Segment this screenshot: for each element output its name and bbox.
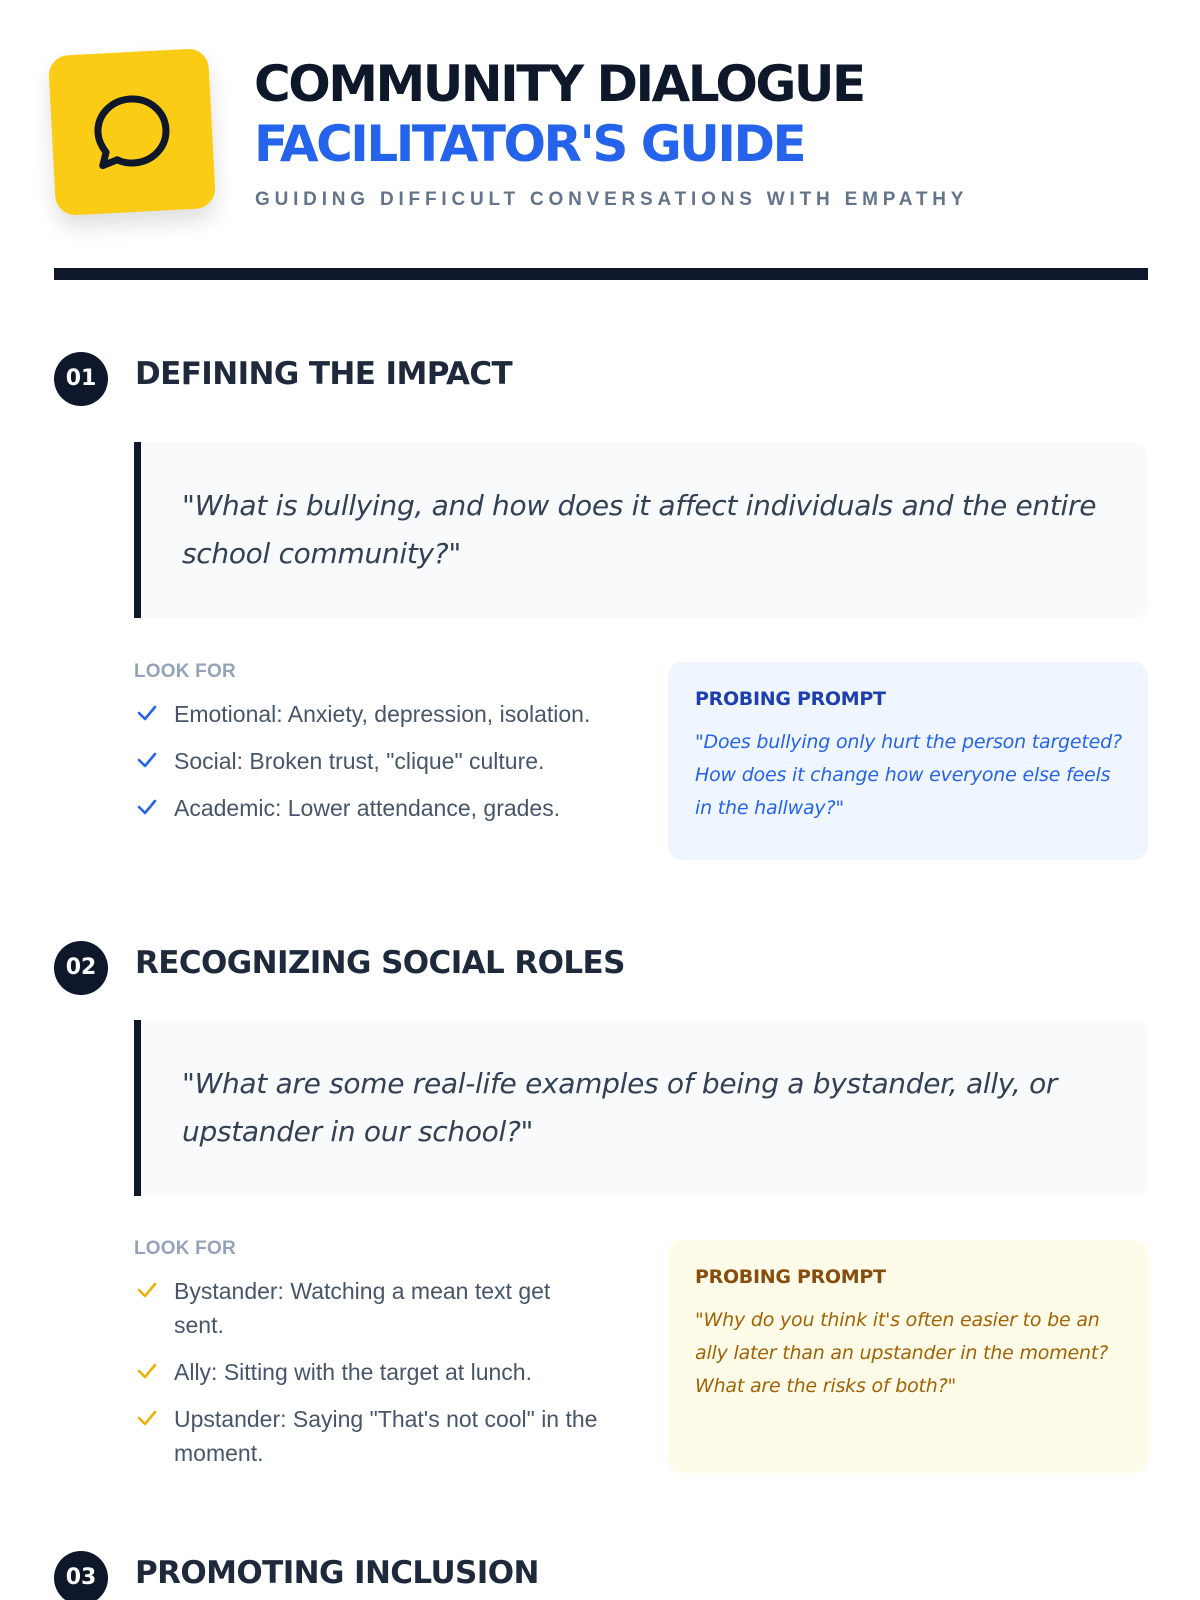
check-icon [136, 1276, 158, 1310]
check-icon [136, 699, 158, 733]
page-title [254, 54, 864, 174]
look-for-label: LOOK FOR [134, 661, 236, 682]
look-for-item-text: Academic: Lower attendance, grades. [174, 795, 561, 821]
check-icon [136, 1357, 158, 1391]
section-title: RECOGNIZING SOCIAL ROLES [135, 945, 625, 981]
discussion-question: "What is bullying, and how does it affect individuals and the entire school community?" [182, 489, 1097, 570]
look-for-item-text: Upstander: Saying "That's not cool" in the moment. [174, 1406, 598, 1466]
list-item [134, 791, 604, 825]
look-for-list [134, 1238, 604, 1483]
look-for-label: LOOK FOR [134, 1238, 236, 1259]
section-header-03 [54, 1551, 1154, 1600]
check-icon [136, 1404, 158, 1438]
section-number-badge: 03 [54, 1551, 108, 1600]
probing-prompt-text: "Does bullying only hurt the person targeted? How does it change how everyone else feels in the hallway?" [695, 731, 1122, 819]
logo-badge [48, 48, 216, 216]
section-header-01 [54, 352, 1154, 406]
look-for-item-text: Ally: Sitting with the target at lunch. [174, 1359, 532, 1385]
discussion-question-card [134, 1020, 1148, 1196]
discussion-question-card [134, 442, 1148, 618]
header-divider [54, 268, 1148, 280]
look-for-list [134, 661, 604, 838]
probing-prompt-card [668, 1240, 1148, 1473]
probing-prompt-card [668, 662, 1148, 860]
title-line-2: FACILITATOR'S GUIDE [254, 115, 805, 173]
section-number-badge: 02 [54, 941, 108, 995]
list-item [134, 1402, 604, 1470]
probing-prompt-label: PROBING PROMPT [695, 688, 886, 710]
look-for-item-text: Social: Broken trust, "clique" culture. [174, 748, 545, 774]
probing-prompt-label: PROBING PROMPT [695, 1266, 886, 1288]
title-line-1: COMMUNITY DIALOGUE [254, 55, 864, 113]
section-title: PROMOTING INCLUSION [135, 1555, 539, 1591]
list-item [134, 1355, 604, 1389]
list-item [134, 744, 604, 778]
discussion-question: "What are some real-life examples of being a bystander, ally, or upstander in our school?" [182, 1067, 1058, 1148]
tagline: GUIDING DIFFICULT CONVERSATIONS WITH EMPATHY [255, 189, 969, 210]
look-for-item-text: Bystander: Watching a mean text get sent. [174, 1278, 551, 1338]
section-title: DEFINING THE IMPACT [135, 356, 513, 392]
probing-prompt-text: "Why do you think it's often easier to be an ally later than an upstander in the moment? What are the risks of both?" [695, 1309, 1108, 1397]
check-icon [136, 793, 158, 827]
section-header-02 [54, 941, 1154, 995]
check-icon [136, 746, 158, 780]
look-for-item-text: Emotional: Anxiety, depression, isolation. [174, 701, 591, 727]
list-item [134, 1274, 604, 1342]
guide-header [52, 50, 1152, 220]
list-item [134, 697, 604, 731]
section-number-badge: 01 [54, 352, 108, 406]
